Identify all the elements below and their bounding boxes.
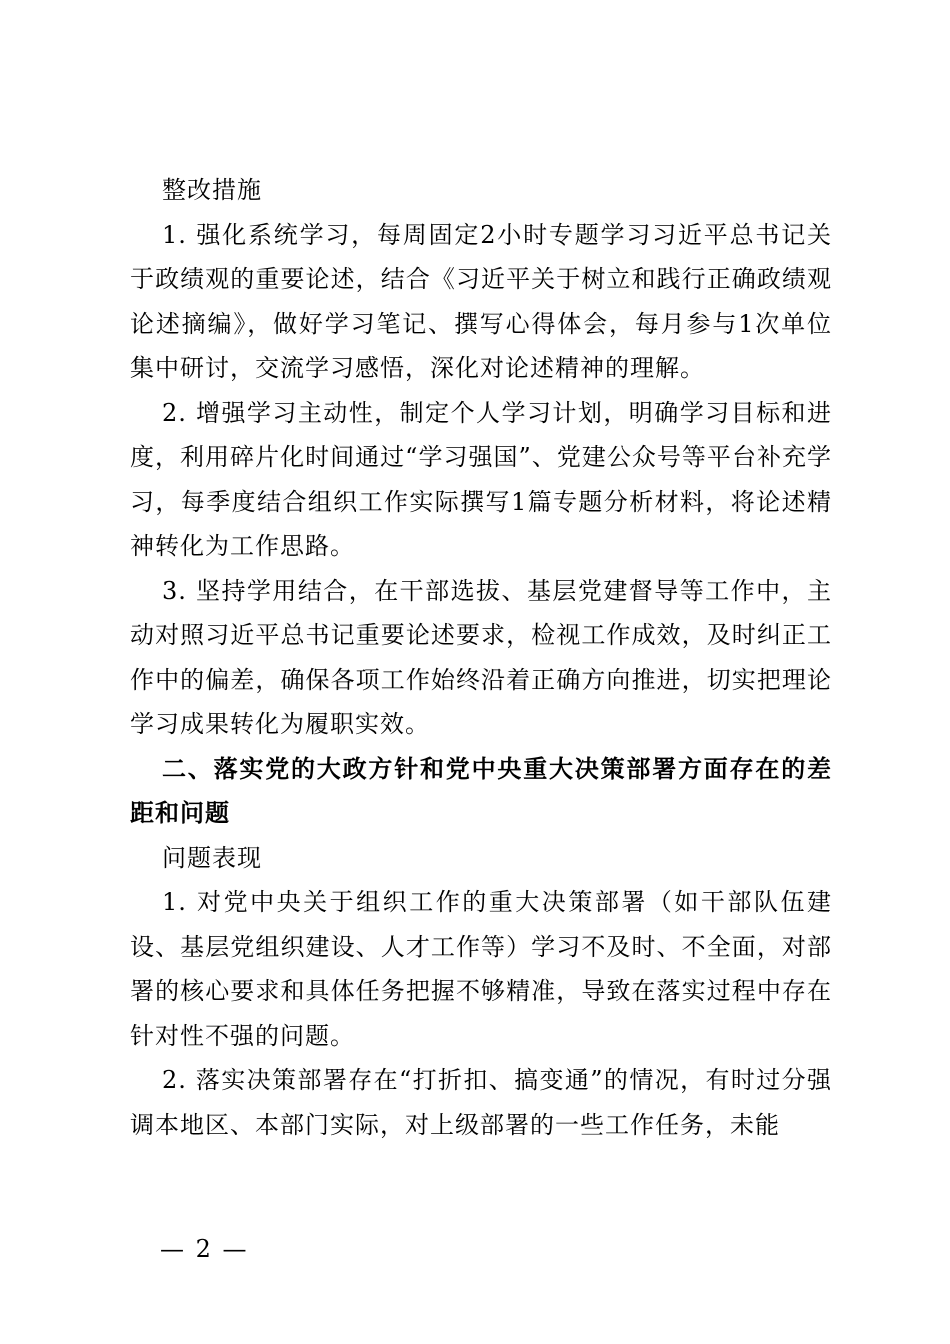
rectification-measures-label: 整改措施 <box>162 176 262 204</box>
page-number: — 2 — <box>160 1235 249 1263</box>
measure-paragraph-3: 3. 坚持学用结合，在干部选拔、基层党建督导等工作中，主动对照习近平总书记重要论述要求，检视工作成效，及时纠正工作中的偏差，确保各项工作始终沿着正确方向推进，切实把理论学习成果转化为履职实效。 <box>130 576 832 738</box>
document-body <box>130 168 832 1147</box>
section-heading: 二、落实党的大政方针和党中央重大决策部署方面存在的差距和问题 <box>130 754 832 827</box>
measure-paragraph-2: 2. 增强学习主动性，制定个人学习计划，明确学习目标和进度，利用碎片化时间通过“学习强国”、党建公众号等平台补充学习，每季度结合组织工作实际撰写1篇专题分析材料，将论述精神转化为工作思路。 <box>130 398 832 560</box>
measure-paragraph-1: 1. 强化系统学习，每周固定2小时专题学习习近平总书记关于政绩观的重要论述，结合《习近平关于树立和践行正确政绩观论述摘编》，做好学习笔记、撰写心得体会，每月参与1次单位集中研讨，交流学习感悟，深化对论述精神的理解。 <box>130 220 832 382</box>
problem-paragraph-2: 2. 落实决策部署存在“打折扣、搞变通”的情况，有时过分强调本地区、本部门实际，对上级部署的一些工作任务，未能 <box>130 1066 832 1139</box>
problem-manifestation-label: 问题表现 <box>162 843 262 872</box>
problem-paragraph-1: 1. 对党中央关于组织工作的重大决策部署（如干部队伍建设、基层党组织建设、人才工作等）学习不及时、不全面，对部署的核心要求和具体任务把握不够精准，导致在落实过程中存在针对性不强的问题。 <box>130 888 832 1050</box>
